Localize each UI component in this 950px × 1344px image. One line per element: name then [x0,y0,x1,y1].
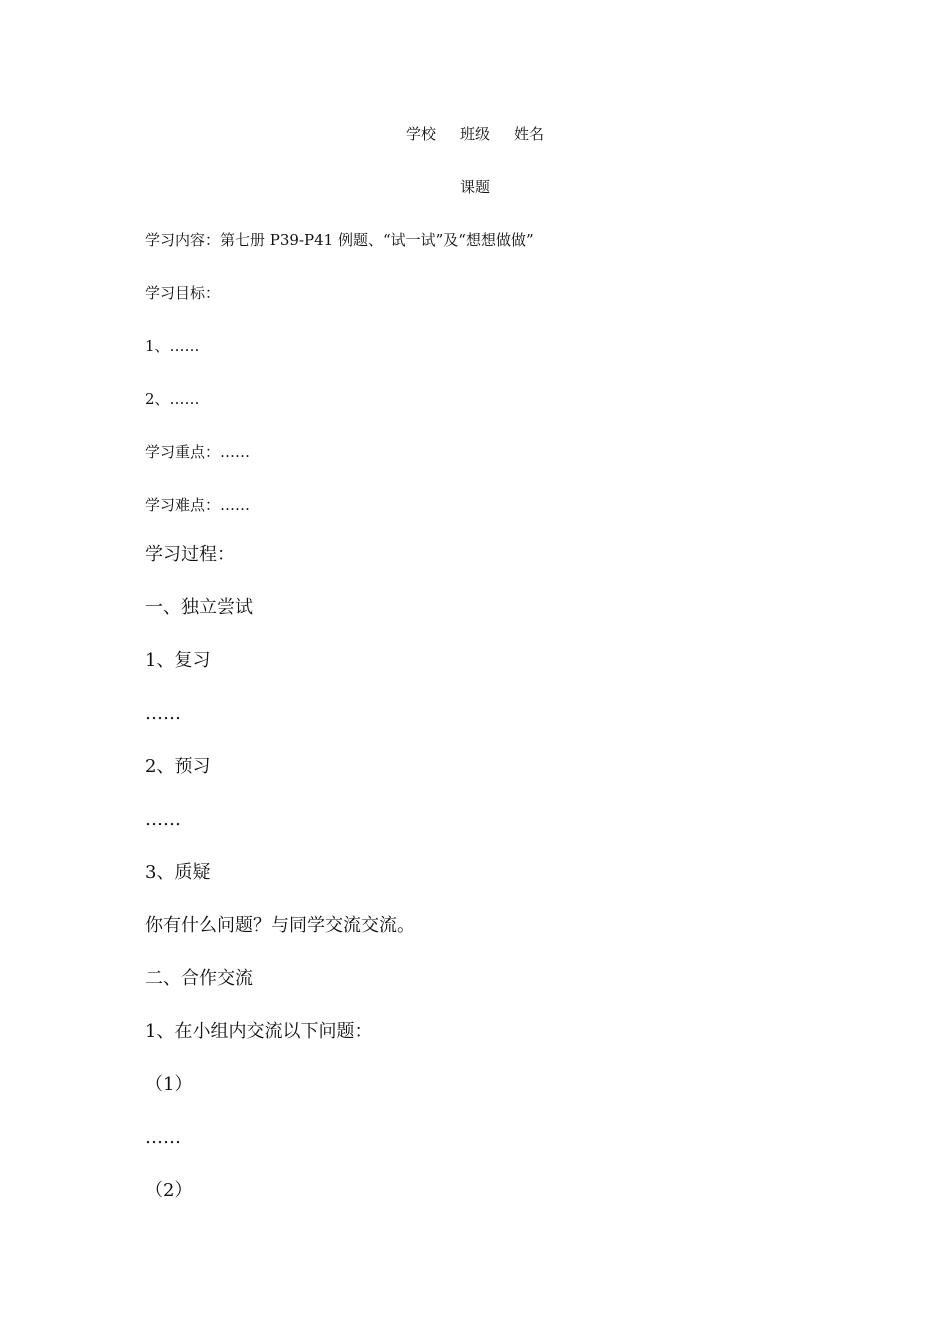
section-2-item-1: 1、在小组内交流以下问题： [145,1021,373,1042]
difficulties: 学习难点：…… [145,496,251,514]
key-points: 学习重点：…… [145,443,251,461]
section-1-title: 一、独立尝试 [145,597,253,618]
section-1-item-1-body: …… [145,703,181,724]
section-1-item-2: 2、预习 [145,756,211,777]
process-label: 学习过程： [145,544,235,565]
section-2-sub-1: （1） [145,1074,193,1095]
header-line [0,127,950,142]
section-2-sub-2: （2） [145,1180,193,1201]
learning-goals-label: 学习目标： [145,284,221,302]
topic-title: 课题 [459,178,490,196]
section-1-item-3-body: 你有什么问题？与同学交流交流。 [145,915,415,936]
goal-item-1: 1、…… [145,337,200,355]
section-1-item-3: 3、质疑 [145,862,211,883]
section-2-title: 二、合作交流 [145,968,253,989]
section-2-sub-1-body: …… [145,1127,181,1148]
section-1-item-1: 1、复习 [145,650,211,671]
learning-content: 学习内容：第七册 P39-P41 例题、“试一试”及“想想做做” [145,231,534,249]
goal-item-2: 2、…… [145,390,200,408]
name-label: 姓名 [514,125,545,143]
section-1-item-2-body: …… [145,809,181,830]
school-label: 学校 [405,125,436,143]
class-label: 班级 [459,125,490,143]
